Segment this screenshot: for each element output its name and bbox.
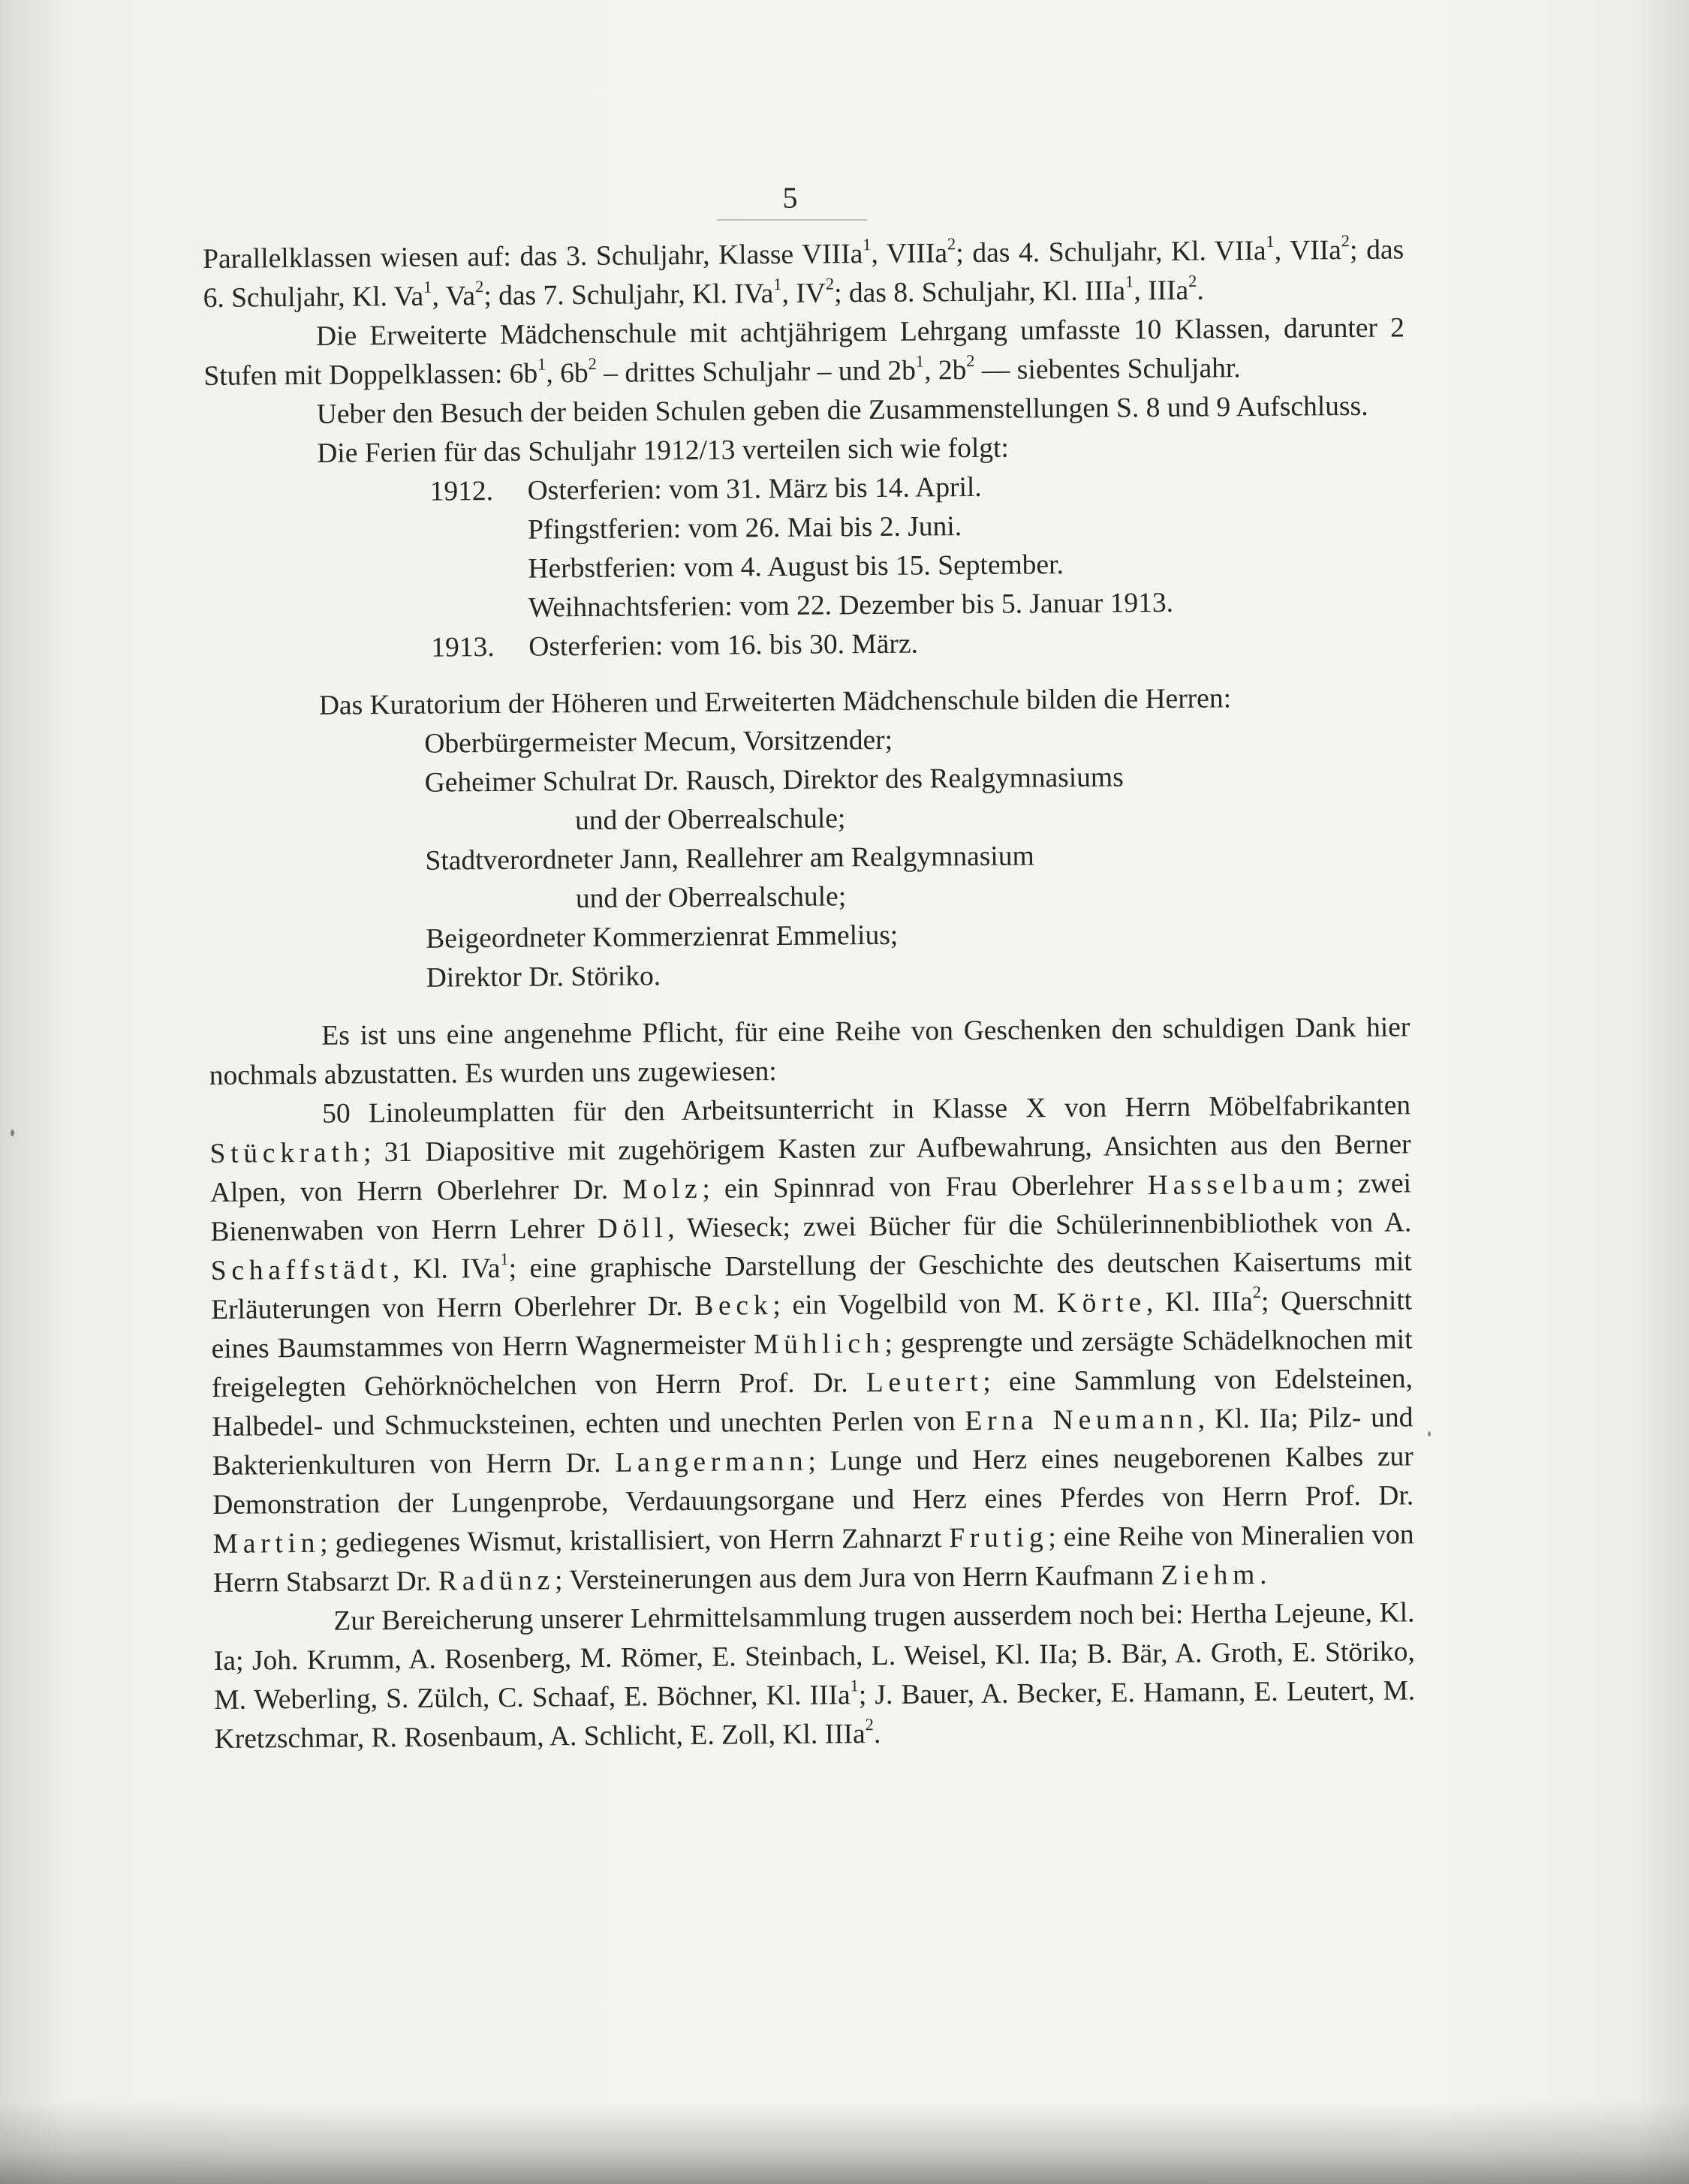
donor-name: Schaffstädt	[210, 1254, 393, 1286]
donor-name: Leutert	[866, 1366, 983, 1399]
paragraph-parallelklassen: Parallelklassen wiesen auf: das 3. Schuljahr, Klasse VIIIa$^1$, VIIIa$^2$; das 4. Schuljahr, Kl. VIIa$^1$, VIIa$^2$; das 6. Schuljahr, Kl. Va$^1$, Va$^2$; das 7. Schuljahr, Kl. IVa$^1$, $IV^2$; das 8. Schuljahr, Kl. IIIa$^1$, IIIa$^2$.	[203, 231, 1404, 314]
kuratorium-member: Oberbürgermeister Mecum, Vorsitzender;	[424, 724, 893, 760]
paragraph-bereicherung: Zur Bereicherung unserer Lehrmittelsammlung trugen ausserdem noch bei: Hertha Lejeune, Kl. Ia; Joh. Krumm, A. Rosenberg, M. Römer, E. Steinbach, L. Weisel, Kl. IIa; B. Bär, A. Groth, E. Störiko, M. Weberling, S. Zülch, C. Schaaf, E. Böchner, Kl. IIIa$^1$; J. Bauer, A. Becker, E. Hamann, E. Leutert, M. Kretzschmar, R. Rosenbaum, A. Schlicht, E. Zoll, Kl. IIIa$^2$.	[213, 1597, 1416, 1755]
paragraph-geschenke: 50 Linoleumplatten für den Arbeitsunterricht in Klasse X von Herrn Möbelfabrikanten Stückrath; 31 Diapositive mit zugehörigem Kasten zur Aufbewahrung, Ansichten aus den Berner Alpen, von Herrn Oberlehrer Dr. Molz; ein Spinnrad von Frau Oberlehrer Hasselbaum; zwei Bienenwaben von Herrn Lehrer Döll, Wieseck; zwei Bücher für die Schülerinnenbibliothek von A. Schaffstädt, Kl. IVa$^1$; eine graphische Darstellung der Geschichte des deutschen Kaisertums mit Erläuterungen von Herrn Oberlehrer Dr. Beck; ein Vogelbild von M. Körte, Kl. IIIa$^2$; Querschnitt eines Baumstammes von Herrn Wagnermeister Mühlich; gesprengte und zersägte Schädelknochen mit freigelegten Gehörknöchelchen von Herrn Prof. Dr. Leutert; eine Sammlung von Edelsteinen, Halbedel- und Schmucksteinen, echten und unechten Perlen von Erna Neumann, Kl. IIa; Pilz- und Bakterienkulturen von Herrn Dr. Langermann; Lunge und Herz eines neugeborenen Kalbes zur Demonstration der Lungenprobe, Verdauungsorgane und Herz eines Pferdes von Herrn Prof. Dr. Martin; gediegenes Wismut, kristallisiert, von Herrn Zahnarzt Frutig; eine Reihe von Mineralien von Herrn Stabsarzt Dr. Radünz; Versteinerungen aus dem Jura von Herrn Kaufmann Ziehm.	[209, 1090, 1414, 1599]
donor-name: Langermann	[615, 1445, 808, 1479]
paragraph-besuch: Ueber den Besuch der beiden Schulen geben die Zusammenstellungen S. 8 und 9 Aufschluss.	[316, 390, 1368, 430]
donor-name: Martin	[212, 1527, 321, 1560]
donor-name: Molz	[622, 1173, 703, 1205]
ferien-row: Herbstferien: vom 4. August bis 15. September.	[528, 549, 1064, 585]
donor-name: Beck	[694, 1290, 773, 1322]
page-body	[203, 230, 1416, 1759]
ferien-list	[204, 465, 1407, 669]
donor-name: Erna Neumann	[965, 1403, 1198, 1437]
donor-name: Ziehm	[1161, 1559, 1260, 1592]
scan-speck	[11, 1130, 14, 1136]
donor-name: Hasselbaum	[1147, 1169, 1336, 1202]
kuratorium-members	[206, 717, 1410, 1000]
kuratorium-member: Stadtverordneter Jann, Reallehrer am Realgymnasium	[425, 841, 1034, 877]
donor-name: Stückrath	[209, 1137, 364, 1169]
paragraph-dank: Es ist uns eine angenehme Pflicht, für eine Reihe von Geschenken den schuldigen Dank hier nochmals abzustatten. Es wurden uns zugewiesen:	[209, 1012, 1411, 1091]
donor-name: Radünz	[438, 1565, 555, 1597]
donor-name: Döll	[597, 1213, 668, 1244]
donor-name: Frutig	[949, 1522, 1049, 1554]
donor-name: Körte	[1056, 1287, 1147, 1319]
ferien-row: 1913. Osterferien: vom 16. bis 30. März.	[431, 628, 919, 663]
kuratorium-member: Geheimer Schulrat Dr. Rausch, Direktor des Realgymnasiums	[424, 762, 1124, 799]
kuratorium-intro: Das Kuratorium der Höheren und Erweiterten Mädchenschule bilden die Herren:	[318, 683, 1232, 721]
scan-bottom-shadow	[0, 2101, 1689, 2184]
page-number-rule	[717, 219, 867, 221]
paragraph-erweiterte-schule: Die Erweiterte Mädchenschule mit achtjährigem Lehrgang umfasste 10 Klassen, darunter 2 Stufen mit Doppelklassen: $6b^1$, $6b^2$ – drittes Schuljahr – und $2b^1$, $2b^2$ — siebentes Schuljahr.	[203, 312, 1405, 392]
ferien-row: Weihnachtsferien: vom 22. Dezember bis 5. Januar 1913.	[528, 587, 1174, 624]
kuratorium-member-continuation: und der Oberrealschule;	[575, 881, 847, 915]
kuratorium-member-continuation: und der Oberrealschule;	[574, 803, 846, 837]
page-number: 5	[782, 181, 798, 215]
kuratorium-member: Beigeordneter Kommerzienrat Emmelius;	[426, 919, 899, 955]
ferien-row: Pfingstferien: vom 26. Mai bis 2. Juni.	[527, 511, 962, 546]
donor-name: Mühlich	[753, 1328, 885, 1361]
ferien-intro: Die Ferien für das Schuljahr 1912/13 verteilen sich wie folgt:	[317, 432, 1010, 469]
kuratorium-member: Direktor Dr. Störiko.	[426, 961, 661, 994]
ferien-row: 1912. Osterferien: vom 31. März bis 14. April.	[429, 471, 982, 507]
scan-speck	[1428, 1431, 1431, 1436]
